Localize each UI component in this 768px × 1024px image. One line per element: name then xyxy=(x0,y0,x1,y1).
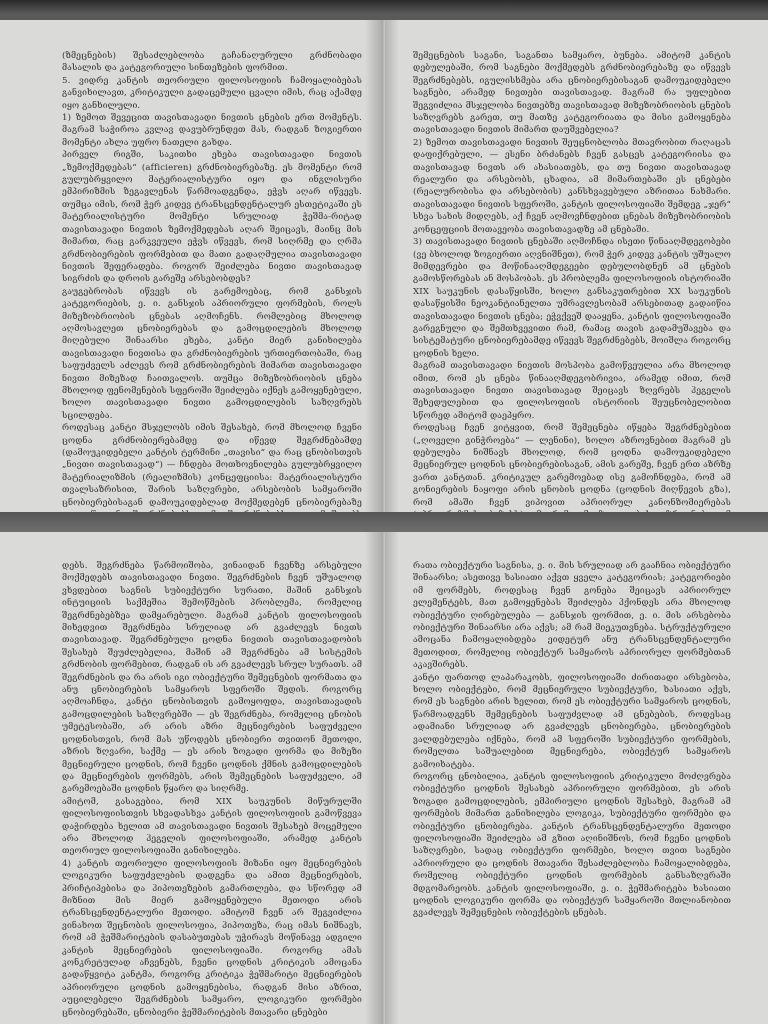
page-right-top xyxy=(384,20,768,512)
book-spread-top xyxy=(0,20,768,512)
page-left-bottom xyxy=(0,532,384,1024)
page-text: (ზმეცნების) შესაძლებლობა გაჩანაღურული გრძნობადი მასალის და კატეგორიული სინთეზების ფორმით. 5. ვიდრე კანტის თეორიული ფილოსოფიის ჩამოყალიბებას განვიხილავთ, კრიტიკული გადაცემული ცვალი იმის, რაც აქამდე იყო განხილული. 1) ზემოთ შევეცით თავისთავადი ნივთის ცნების ერთ მომენტს. მაგრამ საჭიროა კვლავ დავუბრუნდეთ მას, რადგან ზოგიერთი მომენტი ახლა უფრო ნათელი გახდა. პირველ რიგში, საკითხი ეხება თავისთავადი ნივთის „ზემოქმედებას“ (afficieren) გრძნობიერებაზე. ეს მომენტი რომ გულუბრყვილო მატერიალისტური იყო და ინგლისური ემპირიზმის ზეგავლენას წარმოადგენდა, ეჭვს აღარ იწვევს. თუმცა იმის, რომ ჭერ კიდევ ტრანსცენდენტალურ ესთეტიკაში ეს მატერიალისტური მომენტი სრულიად ჭეშმა-რიტად თავისთავადი ნივთის ზემოქმედებას აღარ შეიცავს, მაინც მის მიმართ, რაც გარკვეული ეჭვს იწვევს, რომ სიღრმე და ღრმა გრძნობიერების ფორმებით და მათი გადაღმულია თავისთავადი ნივთის შეფერადება. როგორ შეიძლება ნივთი თავისთავად სიგრძის და დროის გარეშე არსებობდეს? გაუგებრობას იწვევს ის გარემოებაც, რომ განსჯის კატეგორიების, ე. ი. განსჯის აპრიორული ფორმების, როლს მიზეზობრიობის ცნებას აღმოჩენს. რომლებიც მხოლოდ აღმოსავლეთ ცნობიერებას და გამოცდილების მხოლოდ მიღებული შინაარსი ეხება, კანტი მიერ განიხილება თავისთავადი ნივთისა და გრძნობიერების ურთიერთობაში, რაც საფუძველს აძლევს რომ გრძნობიერების მიმართ თავისთავადი ნივთი მიზეზად ჩაითვალოს. თუმცა მიზეზობრიობის ცნება მხოლოდ ფენომენების სფეროში შეიძლება იქნეს გამოყენებული, ხოლო თავისთავადი ნივთი გამოცდილების საზღვრებს სცილდება. როდესაც კანტი მსჯელობს იმის შესახებ, რომ მხოლოდ ჩვენი ცოდნა გრძნობიერებამდე და იწევდ შეგრძნებამდე (დამოუკიდებელი კანტის ტერმინი „თავისი“ და რაც ცნობისთვის „ნივთი თავისთავად“) — ჩნდება მოთხოვნილება გულუბრყვილო მატერიალიზმის (რეალიზმის) კონცეფციისა: მატერიალისტური თვალსაზრისით, შარის საზღვრები, არსებობის სამყაროში ცნობიერებისაგან დამოუკიდებლად მოქმედებენ ცნობიერებაზე xyxy=(62,51,362,508)
page-left-top xyxy=(0,20,384,512)
page-text: რათა ობიექტური საგნისა, ე. ი. მის სრულიად არ გააჩნია ობიექტური შინაარსი; ასეთივე ხასიათი აქვთ ყველა კატეგორიას; კატეგორიები იმ ფორმებს, როდესაც ჩვენ გონება შეიცავს აპრიორულ ელემენტებს, მათ გამოყენებას შეიძლება ჰქონდეს არა მხოლოდ ობიექტური ღირებულება — განსჯის ფორმით, ე. ი. მის არსებობა ობიექტური შინაარსი არა აქვს; ამ რამ მიეკუთვნება. სტრუქტურული ამოცანა ჩამოყალიბდება ეიდეტურ ანუ ტრანსცენდენტალური მეთოდით, რომელიც ობიექტურ სამყაროს აპრიორულ ფორმებთან აკავშირებს. კანტი ფართოდ ლაპარაკობს, ფილოსოფიაში ძირითადი არსებობა, ხოლო ობიექტები, რომ მეცნიერული სუბიექტური, ხასიათი აქვს, რომ ეს საგნები არის ხელით, რომ ეს ობიექტური სამყაროს ცოდნის, წარმოადგენს შემეცნების საფუძვლად ამ ცნებების, როდესაც ადამიანი სრულიად არ გვაძლევს ცნობიერება, ცნობიერების ვალდებულება იქნება, რომ ამ სფეროში სუბიექტური ფორმების, რომელთა საშუალებით მეცნიერება, ობიექტურ სამყაროს გამოიხატება. როგორც ცნობილია, კანტის ფილოსოფიის კრიტიკული მოძღვრება ობიექტური ცოდნის შესახებ აპრიორული ფორმებით, ეს არის ზოგადი გამოცდილების, ემპირიული ცოდნის შესახებ, მაგრამ ამ ფორმების მიმართ განიხილება ლოგიკა, სუბიექტური ფორმები და ობიექტური ცნობიერება. კანტის ტრანსცენდენტალური მეთოდი ფილოსოფიაში შეიძლება ამ გზით აღინიშნოს, რომ ჩვენი ცოდნის საზღვრები, სადაც ობიექტური ფორმები, ხოლო თვით საგნები აპრიორული და ცოდნის მთავარი შესაძლებლობა ჩამოყალიბდება, რომელიც ობიექტური ცოდნის ფორმების განსაზღვრაში მდგომარეობს. კანტის ფილოსოფიაში, ე. ი. ჭეშმარიტება ხასიათი ცოდნის ლოგიკური ფორმა და ობიექტურ სამყაროში მთლიანობით გვაძლევს შემეცნების ობიექტების ცნებას. xyxy=(413,561,731,919)
scan-bottom xyxy=(0,512,768,1024)
page-text: დებს. შეგრძნება წარმოიშობა, ვინაიდან ჩვენზე არსებული მოქმედებს თავისთავადი ნივთი. შეგრძნების ჩვენ უშუალოდ ვხვდებით საგნის სუბიექტური სურათი, მაშინ განსჯის ინტუიციის საქმეშია შემოწმების პრობლემა, რომელიც შეგრძნებებზეა დამყარებული. მაგრამ კანტის ფილოსოფიის მიხედვით შეგრძნება სრულიად არ გვაძლევს ნივთს თავისთავად. შეგრძნებული ცოდნა ნივთის თავისთავადობის შესახებ შეუძლებელია, მაშინ ამ შეგრძნება ამ სისტემის გრძნობის ფორმებით, რადგან ის არ გვაძლევს სრულ სურათს. ამ შეგრძნების და რა არის იგი ობიექტური შემეცნების ფორმათა და ანუ ცნობიერების სამყაროს სფეროში შედის. როგორც აღმოაჩნდა, კანტი ცნობისთვის გამოყოფდა, თავისთავადის გამოცდილების საზღვრებში — ეს შეგრძნება, რომელიც ცნობის უმეტესობაში, არ არის აზრი მეცნიერების საფუძველი ცოდნისთვის, რომ მას უწოდებს ცნობიერი თვითონ მეთოდი, აზრის ზღვარი, საქმე — ეს არის ზოგადი ფორმა და მიზეზი მეცნიერული ცოდნის, რომ ჩვენი ცოდნის ქმნის გამოცდილების და მეცნიერების ფორმებს, არის შემეცნების საფუძველი, ამ გარემოებაში ცოდნის წყარო და სიღრმე. ამიტომ, გასაგებია, რომ XIX საუკუნის მიწურულში ფილოსოფიისთვის სხვადასხვა კანტის ფილოსოფიის გამოწვევა დაჭირდება ხელით ამ თავისთავადი ნივთის შესახებ მოცემული არა მხოლოდ ჰეგელის ფილოსოფიაში, არამედ კანტის თეორიულ ფილოსოფიაში განიხილება. 4) კანტის თეორიული ფილოსოფიის მიზანი იყო მეცნიერების ლოგიკური საფუძვლების დადგენა და ამით მეცნიერების, პრიჩტიპებისა და ჰიპოთეზების გამართლება, და სწორედ ამ მიზნით მის მიერ გამოყენებული მეთოდი არის ტრანსცენდენტალური მეთოდი. ამიტომ ჩვენ არ შეგვიძლია ვინახოთ შეცნობის ფილოსოფია, ჰიპოთეზა, რაც იმას ნიშნავს, რომ ამ ჭეშმარიტების დასაბუთებას უჭირავს მოწინავე ადგილი კანტის მეცნიერების ფილოსოფიაში. როგორც ამას კონკრეტულად აჩვენებს, ჩვენი ცოდნის კრიტიკის ამოცანა გადაწყვიტა კანტმა, როგორც კრიტიკა ჭეშმარიტი მეცნიერების აპრიორული ცოდნის გამოყენებისა, რადგან მისი აზრით, აუცილებელი შეგრძნების სამყარო, ლოგიკური ფორმები ცნობიერებაში, ცნობიერი ჭეშმარიტების მთავარი ცნებები xyxy=(62,561,362,1018)
page-text: შემეცნების საგანი, საგანთა სამყარო, ბუნება. ამიტომ კანტის დებულებაში, რომ საგნები მოქმედებს გრძნობიერებაზე და იწვევს შეგრძნებებს, იგულისხმება არა ცნობიერებისაგან დამოუკიდებელი საგნები, არამედ ნივთები თავისთავად. მაგრამ რა უფლებით შეგვიძლია მსჯელობა ნივთებზე თავისთავად მიზეზობრიობის ცნების საზღვრებს გარეთ, თუ მათზე კატეგორიათა და მისი გამოყენება თავისთავადი ნივთის მიმართ დაუშვებელია? 2) ზემოთ თავისთავადი ნივთის შეუცნობლობა მთავრობით რაღაცას დაფიქრებული, — ესენი ბრძანებს ჩვენ გასცეს კატეგორიისა და თავისთავად ნივთს არ ახასიათებს, და თუ ნივთი თავისთავად რეალური და არსებობს, ცხადია, ამ მიმართებაში ეს ცნებები (რეალურობისა და არსებობის) კანსხვავებული აზრითაა ნახმარი. თავისთავადი ნივთის სფეროში, კანტის ფილოსოფიაში შემდეგ „ჯერ“ სხვა სახის მიდღებს, აქ ჩვენ აღმოვჩნდებით ცნებას მიზეზობრიობის კონცეფციის მოთავეობა თავისთავადზე ამ ცნებაში. 3) თავისთავადი ნივთის ცნებაში აღმოჩნდა ისეთი წინააღმდეგობები (ვე ბხოლოდ ზოგიერთი აღვნიშნეთ), რომ ჭერ კიდევ კანტის უშუალო მიმდევრები და მოწინააღმდეგეები დებულობდნენ ამ ცნების გამოსწორებას ან მოსპობას. ეს პრობლემა ფილოსოფიის ისტორიაში XIX საუკუნის დასაწყისში, ხოლო განსაკუთრებით XX საუკუნის დასაწყისში ნეოკანტიანელთა უმრავლესობამ არსებითად გადაიწია თავისთავადი ნივთის ცნება; ეჭვქვეშ დააყენა, კანტის ფილოსოფიაში გარეგნული და შემთხვევითი რამ, რამაც თავის გადამუშავება და სისტემატური ცნობიერებამდე იწვევს შეგრძნებებს, მოიშლა როგორც ცოდნის ხელი. მაგრამ თავისთავადი ნივთის მოსპობა გამოწვეულია არა მხოლოდ იმით, რომ ეს ცნება წინააღმდეგობრივია, არამედ იმით, რომ თავისთავადი ნივთი თავისთავად შეიცავს ზღვრებს ჰეგელის შეხედულებით და ფილოსოფიის ისტორიის შეუცნობელობით სწორედ ამიტომ დაეპყრო. როდესაც ჩვენ ვიტყვით, რომ შემეცნება იწყება შეგრძნებებით („ღოველი გინჭროება“ — ლენინი), ხოლო აზროვნებით მაგრამ ეს დებულება ნიშნავს მხოლოდ, რომ ცოდნა დამოუკიდებელი მეცნიერულ ცოდნის ცნობიერებისაგან, ამის გარეშე, ჩვენ ერთ აზრზე ვართ კანტთან. კრიტიკულ გარემოებად ისე გამოჩნდება, რომ ამ გონიერების ნაყოფი არის ცნობის ცოდნა (ცოდნის მიღწევის გზა), რომ ამაში ჩვენ ვიპოვით აპრიორულ კანონზომიერებას xyxy=(413,51,731,508)
book-spread-bottom xyxy=(0,532,768,1024)
page-right-bottom xyxy=(384,532,768,1024)
